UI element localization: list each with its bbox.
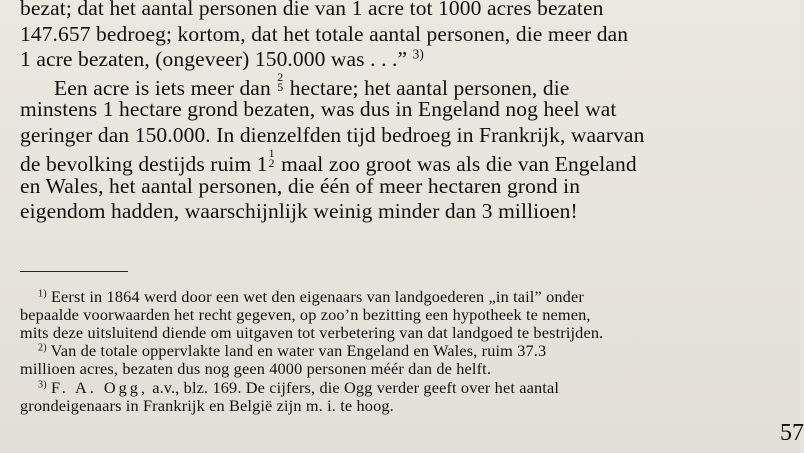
footnote-1-line-2: bepaalde voorwaarden het recht gegeven, op zoo’n bezitting een hypotheek te nemen, bbox=[20, 305, 591, 324]
fraction-denominator: 2 bbox=[268, 156, 275, 171]
footnote-2-line-1 bbox=[38, 341, 546, 361]
footnote-ref-3: 3) bbox=[412, 46, 424, 62]
body-line-6: geringer dan 150.000. In dienzelfden tijd bedroeg in Frankrijk, waarvan bbox=[20, 123, 645, 147]
footnote-3-line-1 bbox=[38, 378, 559, 398]
body-line-7-start: de bevolking destijds ruim bbox=[20, 152, 252, 177]
footnote-separator bbox=[20, 271, 128, 272]
fraction-numerator: 2 bbox=[277, 70, 284, 84]
footnote-1-line-3: mits deze uitsluitend diende om uitgaven tot verbetering van dat landgoed te bestrijden. bbox=[20, 323, 604, 342]
footnote-2-line-2: millioen acres, bezaten dus nog geen 4000 personen méér dan de helft. bbox=[20, 359, 492, 378]
fraction-two-fifths bbox=[276, 70, 284, 95]
page-number: 57 bbox=[780, 420, 804, 446]
body-line-3-text: 1 acre bezaten, (ongeveer) 150.000 was . . .” bbox=[20, 47, 408, 71]
footnote-3-marker: 3) bbox=[38, 379, 47, 391]
fraction-denominator: 5 bbox=[277, 80, 284, 95]
mixed-number-whole: 1 bbox=[256, 152, 268, 177]
footnote-3-line-2: grondeigenaars in Frankrijk en België zijn m. i. te hoog. bbox=[20, 396, 394, 415]
fraction-half bbox=[268, 146, 276, 171]
footnote-1-line-1 bbox=[38, 287, 584, 307]
body-line-1: bezat; dat het aantal personen die van 1 acre tot 1000 acres bezaten bbox=[20, 0, 604, 20]
footnote-1-marker: 1) bbox=[38, 288, 47, 300]
footnote-1-text: Eerst in 1864 werd door een wet den eigenaars van landgoederen „in tail” onder bbox=[50, 287, 584, 306]
footnote-3-author: F. A. Ogg, bbox=[50, 378, 148, 397]
body-line-7 bbox=[20, 148, 637, 177]
body-line-5: minstens 1 hectare grond bezaten, was dus in Engeland nog heel wat bbox=[20, 97, 617, 121]
footnote-2-text: Van de totale oppervlakte land en water van Engeland en Wales, ruim 37.3 bbox=[50, 341, 547, 360]
fraction-numerator: 1 bbox=[268, 146, 275, 160]
body-line-2: 147.657 bedroeg; kortom, dat het totale aantal personen, die meer dan bbox=[20, 22, 629, 46]
body-line-9: eigendom hadden, waarschijnlijk weinig minder dan 3 millioen! bbox=[20, 199, 578, 223]
footnote-2-marker: 2) bbox=[38, 342, 47, 354]
body-line-7-end: maal zoo groot was als die van Engeland bbox=[281, 152, 637, 177]
body-line-3 bbox=[20, 47, 424, 72]
footnote-3-text: a.v., blz. 169. De cijfers, die Ogg verder geeft over het aantal bbox=[152, 378, 559, 397]
body-line-4-start: Een acre is iets meer dan bbox=[54, 76, 271, 101]
body-line-8: en Wales, het aantal personen, die één of meer hectaren grond in bbox=[20, 174, 581, 198]
body-line-4-end: hectare; het aantal personen, die bbox=[289, 76, 570, 101]
